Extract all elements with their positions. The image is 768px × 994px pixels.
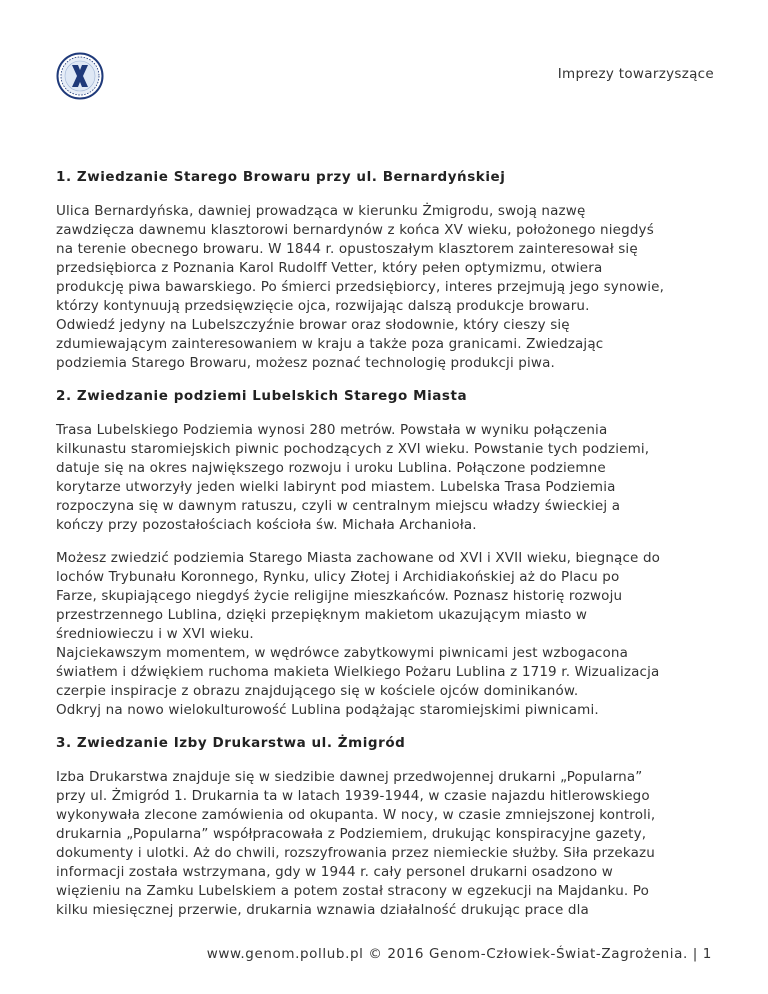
- text-line: przestrzennego Lublina, dzięki przepięknym makietom ukazującym miasto w: [56, 607, 588, 623]
- logo: [56, 52, 104, 100]
- text-line: przedsiębiorca z Poznania Karol Rudolff Vetter, który pełen optymizmu, otwiera: [56, 260, 603, 276]
- text-line: Ulica Bernardyńska, dawniej prowadząca w kierunku Żmigrodu, swoją nazwę: [56, 203, 586, 219]
- text-line: datuje się na okres największego rozwoju i uroku Lublina. Połączone podziemne: [56, 460, 606, 476]
- text-line: informacji została wstrzymana, gdy w 1944 r. cały personel drukarni osadzono w: [56, 864, 613, 880]
- text-line: kilku miesięcznej przerwie, drukarnia wznawia działalność drukując prace dla: [56, 902, 589, 918]
- section-2-paragraph-1: [56, 421, 720, 535]
- text-line: wykonywała zlecone zamówienia od okupanta. W nocy, w czasie zmniejszonej kontroli,: [56, 807, 656, 823]
- text-line: Farze, skupiającego niegdyś życie religijne mieszkańców. Poznasz historię rozwoju: [56, 588, 623, 604]
- section-2-paragraph-2: [56, 549, 720, 720]
- text-line: rozpoczyna się w dawnym ratuszu, czyli w centralnym miejscu władzy świeckiej a: [56, 498, 621, 514]
- text-line: Trasa Lubelskiego Podziemia wynosi 280 metrów. Powstała w wyniku połączenia: [56, 422, 608, 438]
- section-3-paragraph-1: [56, 768, 720, 920]
- text-line: którzy kontynuują przedsięwzięcie ojca, rozwijając dalszą produkcje browaru.: [56, 298, 590, 314]
- text-line: dokumenty i ulotki. Aż do chwili, rozszyfrowania przez niemieckie służby. Siła przekazu: [56, 845, 655, 861]
- text-line: zdumiewającym zainteresowaniem w kraju a także poza granicami. Zwiedzając: [56, 336, 604, 352]
- text-line: Najciekawszym momentem, w wędrówce zabytkowymi piwnicami jest wzbogacona: [56, 645, 628, 661]
- section-3-title: 3. Zwiedzanie Izby Drukarstwa ul. Żmigród: [56, 735, 406, 751]
- text-line: czerpie inspiracje z obrazu znajdującego się w kościele ojców dominikanów.: [56, 683, 579, 699]
- section-1-paragraph-1: [56, 202, 720, 373]
- text-line: kończy przy pozostałościach kościoła św. Michała Archanioła.: [56, 517, 477, 533]
- text-line: produkcję piwa bawarskiego. Po śmierci przedsiębiorcy, interes przejmują jego synowie,: [56, 279, 665, 295]
- section-2-title: 2. Zwiedzanie podziemi Lubelskich Starego Miasta: [56, 388, 468, 404]
- text-line: przy ul. Żmigród 1. Drukarnia ta w latach 1939-1944, w czasie najazdu hitlerowskiego: [56, 788, 650, 804]
- header-title: Imprezy towarzyszące: [557, 66, 714, 82]
- page-footer: www.genom.pollub.pl © 2016 Genom-Człowiek-Świat-Zagrożenia. | 1: [206, 946, 712, 962]
- text-line: Możesz zwiedzić podziemia Starego Miasta zachowane od XVI i XVII wieku, biegnące do: [56, 550, 661, 566]
- section-1-title: 1. Zwiedzanie Starego Browaru przy ul. Bernardyńskiej: [56, 169, 506, 185]
- text-line: więzieniu na Zamku Lubelskiem a potem został stracony w egzekucji na Majdanku. Po: [56, 883, 649, 899]
- text-line: średniowieczu i w XVI wieku.: [56, 626, 254, 642]
- text-line: podziemia Starego Browaru, możesz poznać technologię produkcji piwa.: [56, 355, 555, 371]
- text-line: na terenie obecnego browaru. W 1844 r. opustoszałym klasztorem zainteresował się: [56, 241, 638, 257]
- x-emblem-icon: [56, 52, 104, 100]
- text-line: Odkryj na nowo wielokulturowość Lublina podążając staromiejskimi piwnicami.: [56, 702, 599, 718]
- text-line: kilkunastu staromiejskich piwnic pochodzących z XVI wieku. Powstanie tych podziemi,: [56, 441, 650, 457]
- document-body: [56, 168, 720, 920]
- text-line: Odwiedź jedyny na Lubelszczyźnie browar oraz słodownie, który cieszy się: [56, 317, 570, 333]
- text-line: zawdzięcza dawnemu klasztorowi bernardynów z końca XV wieku, położonego niegdyś: [56, 222, 654, 238]
- text-line: światłem i dźwiękiem ruchoma makieta Wielkiego Pożaru Lublina z 1719 r. Wizualizacja: [56, 664, 660, 680]
- text-line: korytarze utworzyły jeden wielki labirynt pod miastem. Lubelska Trasa Podziemia: [56, 479, 616, 495]
- text-line: Izba Drukarstwa znajduje się w siedzibie dawnej przedwojennej drukarni „Popularna”: [56, 769, 643, 785]
- text-line: lochów Trybunału Koronnego, Rynku, ulicy Złotej i Archidiakońskiej aż do Placu po: [56, 569, 620, 585]
- text-line: drukarnia „Popularna” współpracowała z Podziemiem, drukując konspiracyjne gazety,: [56, 826, 647, 842]
